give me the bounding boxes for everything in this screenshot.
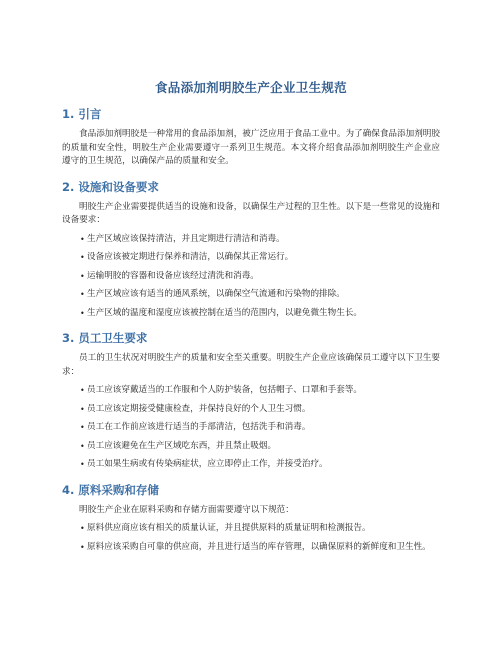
list-item: • 生产区域的温度和湿度应该被控制在适当的范围内，以避免微生物生长。 xyxy=(62,307,440,321)
list-item: • 原料供应商应该有相关的质量认证，并且提供原料的质量证明和检测报告。 xyxy=(62,522,440,536)
list-item: • 生产区域应该有适当的通风系统，以确保空气流通和污染物的排除。 xyxy=(62,288,440,302)
bullet-icon: • xyxy=(80,290,85,299)
section-paragraph: 员工的卫生状况对明胶生产的质量和安全至关重要。明胶生产企业应该确保员工遵守以下卫生要求： xyxy=(62,353,440,377)
bullet-icon: • xyxy=(80,460,85,469)
bullet-icon: • xyxy=(80,441,85,451)
section-paragraph: 明胶生产企业在原料采购和存储方面需要遵守以下规范： xyxy=(79,504,294,515)
bullet-icon: • xyxy=(80,542,85,552)
bullet-icon: • xyxy=(80,423,85,432)
bullet-icon: • xyxy=(80,234,85,244)
list-item: • 员工在工作前应该进行适当的手部清洁，包括洗手和消毒。 xyxy=(62,421,440,435)
list-item: • 生产区域应该保持清洁，并且定期进行清洁和消毒。 xyxy=(62,233,440,247)
bullet-icon: • xyxy=(80,253,85,262)
section-facilities xyxy=(62,179,440,321)
list-item: • 员工如果生病或有传染病症状，应立即停止工作，并接受治疗。 xyxy=(62,458,440,472)
section-paragraph: 食品添加剂明胶是一种常用的食品添加剂，被广泛应用于食品工业中。为了确保食品添加剂明胶的质量和安全性，明胶生产企业需要遵守一系列卫生规范。本文将介绍食品添加剂明胶生产企业应遵守的卫生规范，以确保产品的质量和安全。 xyxy=(62,129,440,166)
section-heading: 4. 原料采购和存储 xyxy=(62,482,159,497)
bullet-icon: • xyxy=(80,404,85,414)
section-heading: 2. 设施和设备要求 xyxy=(62,179,159,194)
list-item: • 设备应该被定期进行保养和清洁，以确保其正常运行。 xyxy=(62,251,440,265)
list-item: • 员工应该避免在生产区域吃东西，并且禁止吸烟。 xyxy=(62,440,440,454)
bullet-icon: • xyxy=(80,524,85,533)
bullet-list xyxy=(62,522,440,554)
bullet-icon: • xyxy=(80,308,85,318)
list-item: • 员工应该穿戴适当的工作服和个人防护装备，包括帽子、口罩和手套等。 xyxy=(62,384,440,398)
bullet-list xyxy=(62,233,440,321)
section-introduction xyxy=(62,106,440,169)
section-heading: 3. 员工卫生要求 xyxy=(62,331,148,345)
section-heading: 1. 引言 xyxy=(62,107,102,121)
section-paragraph: 明胶生产企业需要提供适当的设施和设备，以确保生产过程的卫生性。以下是一些常见的设施和设备要求： xyxy=(62,201,440,225)
section-staff-hygiene xyxy=(62,330,440,472)
bullet-list xyxy=(62,384,440,472)
list-item: • 运输明胶的容器和设备应该经过清洗和消毒。 xyxy=(62,270,440,284)
bullet-icon: • xyxy=(80,271,85,281)
list-item: • 员工应该定期接受健康检查，并保持良好的个人卫生习惯。 xyxy=(62,403,440,417)
bullet-icon: • xyxy=(80,386,85,395)
section-raw-materials xyxy=(62,482,440,555)
document-title: 食品添加剂明胶生产企业卫生规范 xyxy=(154,80,347,95)
list-item: • 原料应该采购自可靠的供应商，并且进行适当的库存管理，以确保原料的新鲜度和卫生性。 xyxy=(62,541,440,555)
